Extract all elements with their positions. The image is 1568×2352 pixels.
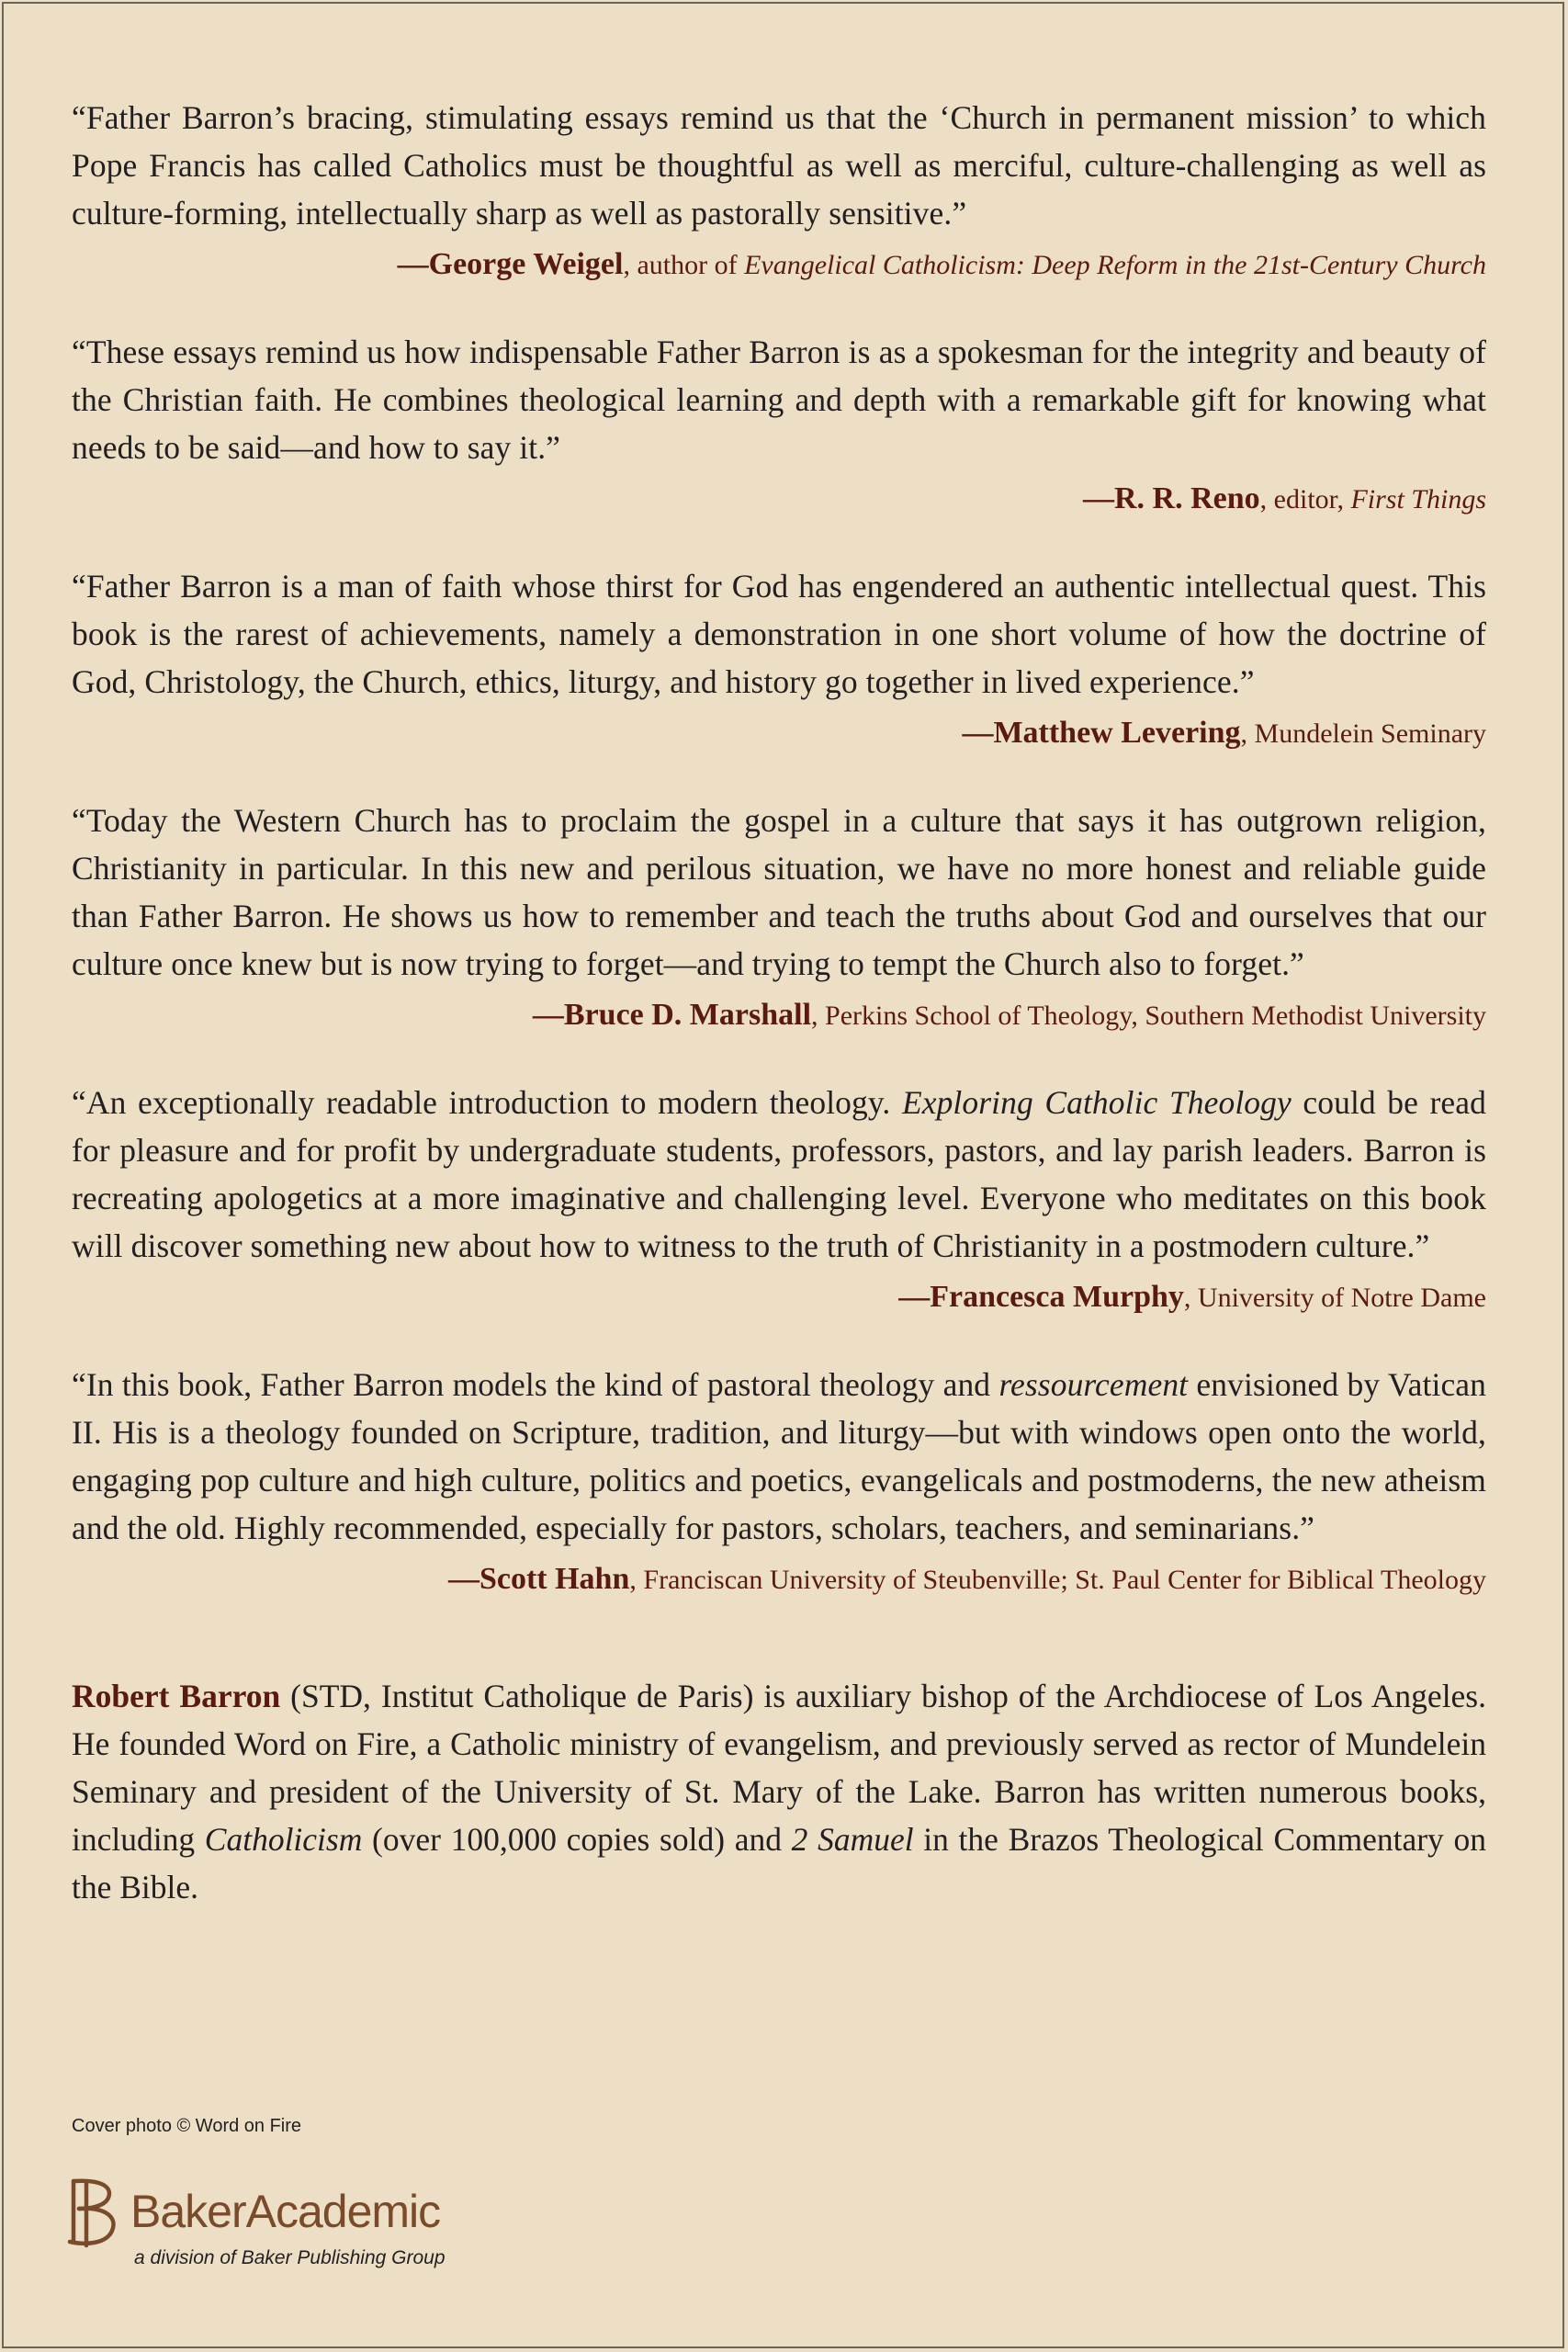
- endorser-role: Perkins School of Theology, Southern Methodist University: [825, 1001, 1486, 1031]
- publisher-block: [66, 2177, 544, 2278]
- endorser-role: editor,: [1273, 484, 1351, 514]
- endorsement-attribution: —Matthew Levering, Mundelein Seminary: [962, 716, 1486, 750]
- endorsement-text: “In this book, Father Barron models the kind of pastoral theology and ressourcement envisioned by Vatican II. His is a theology founded on Scripture, tradition, and liturgy—but with windows open onto the world, engaging pop culture and high culture, politics and poetics, evangelicals and postmoderns, the new atheism and the old. Highly recommended, especially for pastors, scholars, teachers, and seminarians.”: [72, 1366, 1487, 1546]
- endorsement-text: “Today the Western Church has to proclaim the gospel in a culture that says it has outgrown religion, Christianity in particular. In this new and perilous situation, we have no more honest and reliable guide than Father Barron. He shows us how to remember and teach the truths about God and ourselves that our culture once knew but is now trying to forget—and trying to tempt the Church also to forget.”: [72, 802, 1486, 982]
- endorsement-text: “Father Barron’s bracing, stimulating essays remind us that the ‘Church in permanent mission’ to which Pope Francis has called Catholics must be thoughtful as well as merciful, culture-challenging as well as culture-forming, intellectually sharp as well as pastorally sensitive.”: [72, 99, 1486, 232]
- endorsement: [72, 328, 1486, 520]
- endorsement-attribution: —George Weigel, author of Evangelical Catholicism: Deep Reform in the 21st-Century Church: [397, 247, 1486, 281]
- endorser-work: First Things: [1350, 484, 1486, 514]
- endorsement-text: “An exceptionally readable introduction to modern theology. Exploring Catholic Theology could be read for pleasure and for profit by undergraduate students, professors, pastors, and lay parish leaders. Barron is recreating apologetics at a more imaginative and challenging level. Everyone who meditates on this book will discover something new about how to witness to the truth of Christianity in a postmodern culture.”: [72, 1084, 1486, 1264]
- endorsement: [72, 1079, 1486, 1318]
- book-title: Catholicism: [204, 1821, 363, 1858]
- endorsement-attribution: —Francesca Murphy, University of Notre Dame: [898, 1280, 1486, 1314]
- endorser-name: —Scott Hahn: [447, 1562, 630, 1596]
- back-cover-content: [72, 94, 1486, 1944]
- endorsement-text: “These essays remind us how indispensable Father Barron is as a spokesman for the integrity and beauty of the Christian faith. He combines theological learning and depth with a remarkable gift for knowing what needs to be said—and how to say it.”: [72, 334, 1486, 466]
- endorsement: [72, 94, 1486, 286]
- author-bio: Robert Barron (STD, Institut Catholique de Paris) is auxiliary bishop of the Archdiocese of Los Angeles. He founded Word on Fire, a Catholic ministry of evangelism, and previously served as rector of Mundelein Seminary and president of the University of St. Mary of the Lake. Barron has written numerous books, including Catholicism (over 100,000 copies sold) and 2 Samuel in the Brazos Theological Commentary on the Bible.: [72, 1678, 1487, 1905]
- endorsement-attribution: —Scott Hahn, Franciscan University of Steubenville; St. Paul Center for Biblical Theology: [447, 1562, 1486, 1596]
- photo-credit: Cover photo © Word on Fire: [72, 2116, 302, 2136]
- endorsement-attribution: —Bruce D. Marshall, Perkins School of Theology, Southern Methodist University: [532, 998, 1486, 1032]
- publisher-name: BakerAcademic: [130, 2186, 441, 2237]
- baker-b-logo-icon: [66, 2177, 130, 2251]
- endorser-work: Evangelical Catholicism: Deep Reform in the 21st-Century Church: [744, 250, 1486, 280]
- endorser-name: —Francesca Murphy: [898, 1280, 1184, 1314]
- endorser-name: —Bruce D. Marshall: [532, 998, 812, 1032]
- endorsement: [72, 1361, 1486, 1600]
- endorser-role: University of Notre Dame: [1197, 1283, 1486, 1313]
- endorser-role: Franciscan University of Steubenville; St. Paul Center for Biblical Theology: [643, 1565, 1486, 1595]
- book-title: 2 Samuel: [791, 1821, 914, 1858]
- book-title: Exploring Catholic Theology: [901, 1084, 1292, 1121]
- endorser-name: —George Weigel: [397, 247, 624, 281]
- publisher-subtitle: a division of Baker Publishing Group: [134, 2247, 446, 2268]
- italic-term: ressourcement: [998, 1366, 1189, 1403]
- endorser-role: author of: [637, 250, 745, 280]
- endorser-role: Mundelein Seminary: [1254, 718, 1486, 749]
- author-name: Robert Barron: [72, 1678, 281, 1714]
- endorsement-text: “Father Barron is a man of faith whose thirst for God has engendered an authentic intellectual quest. This book is the rarest of achievements, namely a demonstration in one short volume of how the doctrine of God, Christology, the Church, ethics, liturgy, and history go together in lived experience.”: [72, 568, 1486, 700]
- endorsement-attribution: —R. R. Reno, editor, First Things: [1083, 481, 1486, 515]
- endorser-name: —Matthew Levering: [962, 716, 1241, 750]
- endorser-name: —R. R. Reno: [1083, 481, 1260, 515]
- endorsement: [72, 797, 1486, 1036]
- endorsement: [72, 562, 1486, 754]
